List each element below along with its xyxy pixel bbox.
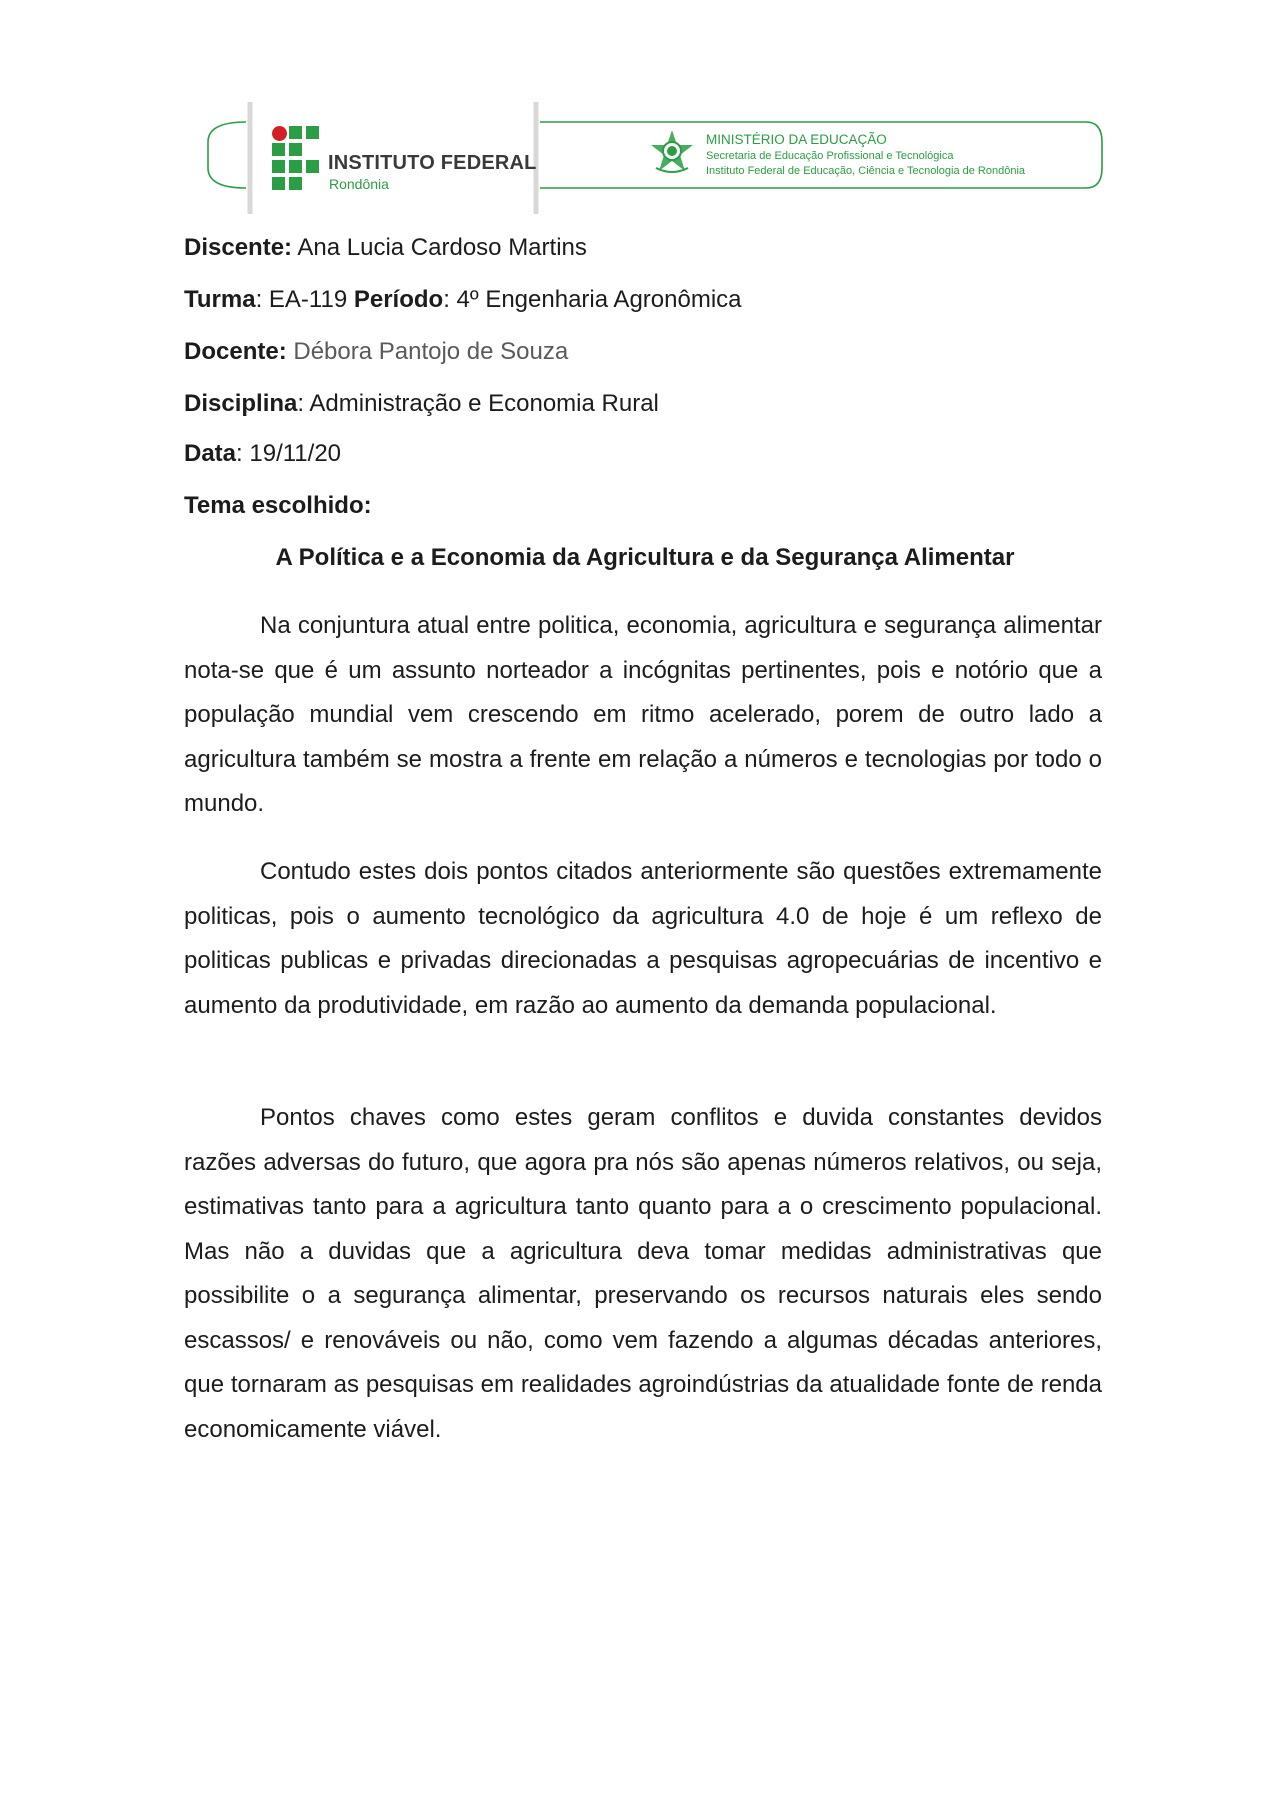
docente-line	[184, 338, 568, 366]
data-line	[184, 440, 341, 468]
instituto-federal-logo-icon	[272, 126, 322, 192]
turma-label: Turma	[184, 286, 256, 313]
institute-campus: Rondônia	[329, 176, 389, 192]
disciplina-value: : Administração e Economia Rural	[297, 390, 659, 417]
tema-label: Tema escolhido:	[184, 492, 372, 519]
discente-value: Ana Lucia Cardoso Martins	[292, 234, 587, 261]
header-banner	[206, 100, 1106, 220]
paragraph: Na conjuntura atual entre politica, economia, agricultura e segurança alimentar nota-se que é um assunto norteador a incógnitas pertinentes, pois e notório que a população mundial vem crescendo em ritmo acelerado, porem de outro lado a agricultura também se mostra a frente em relação a números e tecnologias por todo o mundo.	[184, 612, 1102, 817]
discente-label: Discente:	[184, 234, 293, 261]
disciplina-label: Disciplina	[184, 390, 298, 417]
periodo-value: : 4º Engenharia Agronômica	[443, 286, 742, 313]
turma-line	[184, 286, 742, 314]
tema-line	[184, 492, 372, 520]
paragraph: Pontos chaves como estes geram conflitos e duvida constantes devidos razões adversas do futuro, que agora pra nós são apenas números relativos, ou seja, estimativas tanto para a agricultura tanto quanto para a o crescimento populacional. Mas não a duvidas que a agricultura deva tomar medidas administrativas que possibilite o a segurança alimentar, preservando os recursos naturais eles sendo escassos/ e renováveis ou não, como vem fazendo a algumas décadas anteriores, que tornaram as pesquisas em realidades agroindústrias da atualidade fonte de renda economicamente viável.	[184, 1104, 1102, 1443]
discente-line	[184, 234, 587, 262]
institute-full-name: Instituto Federal de Educação, Ciência e Tecnologia de Rondônia	[706, 165, 1026, 177]
data-label: Data	[184, 440, 237, 467]
disciplina-line	[184, 390, 659, 418]
paragraph: Contudo estes dois pontos citados anteriormente são questões extremamente politicas, pois o aumento tecnológico da agricultura 4.0 de hoje é um reflexo de politicas publicas e privadas direcionadas a pesquisas agropecuárias de incentivo e aumento da produtividade, em razão ao aumento da demanda populacional.	[184, 858, 1102, 1019]
brazil-coat-of-arms-icon	[648, 128, 696, 176]
data-value: : 19/11/20	[236, 440, 342, 467]
ministry-title: MINISTÉRIO DA EDUCAÇÃO	[706, 132, 887, 147]
turma-value: : EA-119	[255, 286, 354, 313]
docente-label: Docente:	[184, 338, 287, 365]
docente-value: Débora Pantojo de Souza	[286, 338, 569, 365]
document-title: A Política e a Economia da Agricultura e da Segurança Alimentar	[275, 544, 1015, 571]
secretariat-line: Secretaria de Educação Profissional e Tecnológica	[706, 150, 954, 162]
periodo-label: Período	[353, 286, 444, 313]
institute-name: INSTITUTO FEDERAL	[328, 152, 537, 174]
